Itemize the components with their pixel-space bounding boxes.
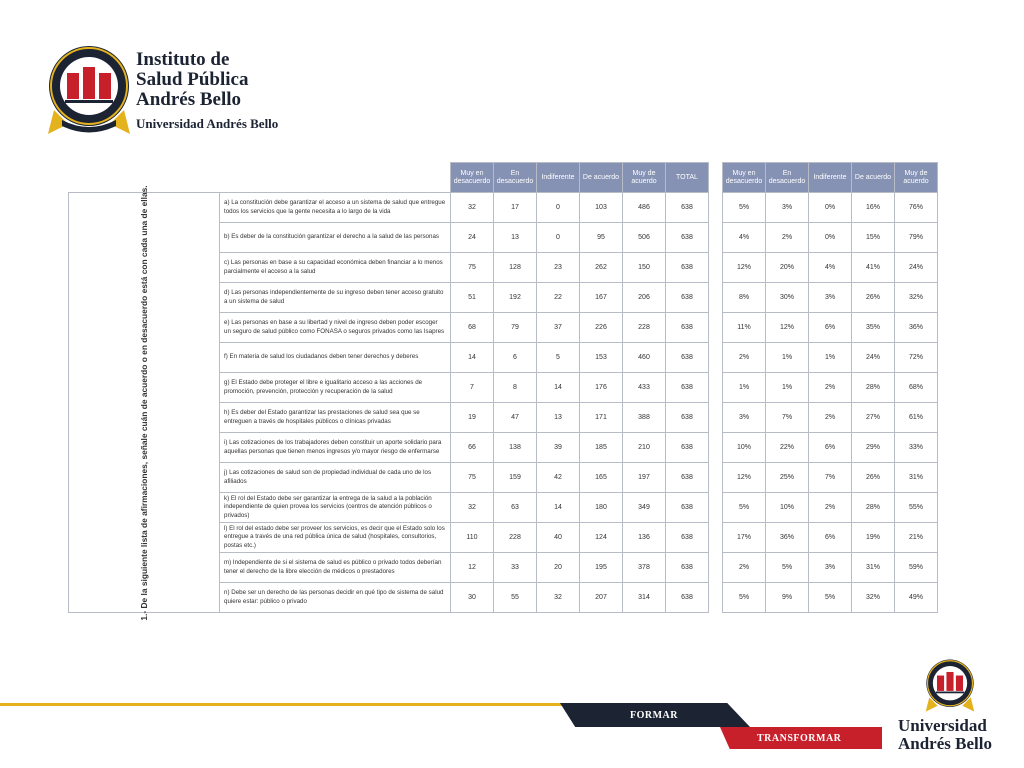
percent-cell: 11% [723,313,766,343]
percent-cell: 76% [895,193,938,223]
count-cell: 206 [623,283,666,313]
percentages-table [722,162,938,613]
percent-cell: 2% [809,373,852,403]
count-cell: 8 [494,373,537,403]
count-cell: 171 [580,403,623,433]
count-cell: 75 [451,463,494,493]
percent-cell: 19% [852,523,895,553]
col-header: TOTAL [666,163,709,193]
count-cell: 638 [666,223,709,253]
count-cell: 110 [451,523,494,553]
count-cell: 192 [494,283,537,313]
count-cell: 506 [623,223,666,253]
count-cell: 638 [666,493,709,523]
table-row [723,283,938,313]
percent-cell: 2% [809,493,852,523]
percent-cell: 16% [852,193,895,223]
percent-cell: 25% [766,463,809,493]
percent-cell: 1% [766,343,809,373]
count-cell: 68 [451,313,494,343]
count-cell: 23 [537,253,580,283]
count-cell: 460 [623,343,666,373]
percent-cell: 7% [766,403,809,433]
count-cell: 176 [580,373,623,403]
percent-cell: 6% [809,523,852,553]
statement-cell: b) Es deber de la constitución garantizar el derecho a la salud de las personas [220,223,451,253]
footer-band-formar-label: FORMAR [630,710,678,721]
count-cell: 30 [451,583,494,613]
statement-cell: g) El Estado debe proteger el libre e igualitario acceso a las acciones de promoción, prevención, protección y recuperación de la salud [220,373,451,403]
percent-cell: 72% [895,343,938,373]
footer-logo-line2: Andrés Bello [898,734,992,753]
percent-cell: 4% [809,253,852,283]
percent-cell: 1% [809,343,852,373]
count-cell: 128 [494,253,537,283]
col-header: Muy en desacuerdo [451,163,494,193]
percent-cell: 0% [809,223,852,253]
count-cell: 6 [494,343,537,373]
table-row [723,193,938,223]
percent-cell: 2% [809,403,852,433]
col-header: Indiferente [537,163,580,193]
percent-cell: 8% [723,283,766,313]
count-cell: 124 [580,523,623,553]
count-cell: 40 [537,523,580,553]
percent-cell: 12% [723,463,766,493]
percent-cell: 4% [723,223,766,253]
percent-cell: 6% [809,433,852,463]
count-cell: 51 [451,283,494,313]
percent-cell: 10% [766,493,809,523]
percent-cell: 32% [852,583,895,613]
col-header: De acuerdo [852,163,895,193]
statement-cell: d) Las personas independientemente de su ingreso deben tener acceso gratuito a un sistema de salud [220,283,451,313]
count-cell: 228 [494,523,537,553]
footer-logo-line1: Universidad [898,716,987,735]
count-cell: 138 [494,433,537,463]
count-cell: 638 [666,313,709,343]
statement-cell: e) Las personas en base a su libertad y nivel de ingreso deben poder escoger un seguro de salud público como FONASA o seguros privados como las Isapres [220,313,451,343]
percent-cell: 59% [895,553,938,583]
count-cell: 75 [451,253,494,283]
statement-cell: l) El rol del estado debe ser proveer los servicios, es decir que el Estado solo los entregue a través de una red pública única de salud (hospitales, consultorios, postas etc.) [220,523,451,553]
logo-title-line1: Instituto de [136,49,230,70]
percent-cell: 5% [809,583,852,613]
statement-cell: c) Las personas en base a su capacidad económica deben financiar a lo menos parcialmente el acceso a la salud [220,253,451,283]
table-row [723,403,938,433]
percent-cell: 5% [723,493,766,523]
count-cell: 33 [494,553,537,583]
table-row [723,523,938,553]
percent-cell: 29% [852,433,895,463]
percent-cell: 2% [766,223,809,253]
count-cell: 66 [451,433,494,463]
footer-university-logo [898,656,1008,756]
col-header: Muy de acuerdo [895,163,938,193]
count-cell: 14 [537,493,580,523]
percent-cell: 5% [723,193,766,223]
table-row [723,223,938,253]
count-cell: 42 [537,463,580,493]
table-row [723,583,938,613]
col-header: En desacuerdo [494,163,537,193]
count-cell: 14 [451,343,494,373]
percent-cell: 31% [895,463,938,493]
count-cell: 228 [623,313,666,343]
institute-logo [48,40,348,140]
percent-cell: 22% [766,433,809,463]
count-cell: 55 [494,583,537,613]
count-cell: 638 [666,403,709,433]
statement-cell: k) El rol del Estado debe ser garantizar la entrega de la salud a la población independiente de quien provea los servicios (centros de atención públicos o privados) [220,493,451,523]
university-seal-icon [48,40,130,138]
percent-cell: 32% [895,283,938,313]
count-cell: 13 [494,223,537,253]
statement-cell: j) Las cotizaciones de salud son de propiedad individual de cada uno de los afiliados [220,463,451,493]
percent-cell: 1% [766,373,809,403]
percent-cell: 6% [809,313,852,343]
count-cell: 388 [623,403,666,433]
count-cell: 165 [580,463,623,493]
percent-cell: 28% [852,493,895,523]
count-cell: 103 [580,193,623,223]
count-cell: 486 [623,193,666,223]
table-row [723,253,938,283]
percent-cell: 3% [809,553,852,583]
col-header: Indiferente [809,163,852,193]
count-cell: 638 [666,583,709,613]
count-cell: 5 [537,343,580,373]
percent-cell: 15% [852,223,895,253]
count-cell: 22 [537,283,580,313]
percent-cell: 36% [895,313,938,343]
count-cell: 378 [623,553,666,583]
col-header: Muy en desacuerdo [723,163,766,193]
statement-cell: h) Es deber del Estado garantizar las prestaciones de salud sea que se entreguen a través de hospitales públicos o clínicas privadas [220,403,451,433]
percent-cell: 3% [766,193,809,223]
logo-title-line2: Salud Pública [136,69,249,90]
count-cell: 63 [494,493,537,523]
count-cell: 638 [666,523,709,553]
count-cell: 638 [666,553,709,583]
question-text: 1.- De la siguiente lista de afirmaciones, señale cuán de acuerdo o en desacuerdo está con cada una de ellas. [139,184,149,621]
percent-cell: 26% [852,283,895,313]
percent-cell: 9% [766,583,809,613]
percent-cell: 61% [895,403,938,433]
count-cell: 180 [580,493,623,523]
statement-cell: a) La constitución debe garantizar el acceso a un sistema de salud que entregue todos los servicios que la gente necesita a lo largo de la vida [220,193,451,223]
percent-cell: 49% [895,583,938,613]
count-cell: 167 [580,283,623,313]
percent-cell: 27% [852,403,895,433]
count-cell: 153 [580,343,623,373]
percent-cell: 3% [723,403,766,433]
table-row [69,193,709,223]
count-cell: 39 [537,433,580,463]
count-cell: 32 [451,193,494,223]
count-cell: 32 [451,493,494,523]
count-cell: 14 [537,373,580,403]
count-cell: 37 [537,313,580,343]
count-cell: 0 [537,223,580,253]
col-header: Muy de acuerdo [623,163,666,193]
percent-cell: 31% [852,553,895,583]
count-cell: 262 [580,253,623,283]
counts-table [68,162,709,621]
percent-cell: 30% [766,283,809,313]
count-cell: 13 [537,403,580,433]
count-cell: 136 [623,523,666,553]
percent-cell: 24% [852,343,895,373]
percent-cell: 35% [852,313,895,343]
percent-cell: 3% [809,283,852,313]
logo-subtitle: Universidad Andrés Bello [136,116,279,131]
count-cell: 32 [537,583,580,613]
percent-cell: 5% [723,583,766,613]
logo-title-line3: Andrés Bello [136,89,242,110]
percent-cell: 68% [895,373,938,403]
percent-cell: 79% [895,223,938,253]
percent-cell: 2% [723,553,766,583]
question-cell [69,184,220,621]
statement-cell: n) Debe ser un derecho de las personas decidir en qué tipo de sistema de salud quiere estar: público o privado [220,583,451,613]
col-header: De acuerdo [580,163,623,193]
percent-cell: 7% [809,463,852,493]
count-cell: 638 [666,433,709,463]
percent-cell: 41% [852,253,895,283]
count-cell: 19 [451,403,494,433]
count-cell: 638 [666,193,709,223]
count-cell: 24 [451,223,494,253]
count-cell: 197 [623,463,666,493]
percent-cell: 10% [723,433,766,463]
count-cell: 314 [623,583,666,613]
percent-cell: 12% [723,253,766,283]
statement-cell: i) Las cotizaciones de los trabajadores deben constituir un aporte solidario para aquellas personas que tienen menos ingresos y/o mayor riesgo de enfermarse [220,433,451,463]
count-cell: 95 [580,223,623,253]
count-cell: 349 [623,493,666,523]
count-cell: 0 [537,193,580,223]
percent-cell: 26% [852,463,895,493]
count-cell: 638 [666,373,709,403]
count-cell: 210 [623,433,666,463]
statement-cell: f) En materia de salud los ciudadanos deben tener derechos y deberes [220,343,451,373]
count-cell: 638 [666,283,709,313]
count-cell: 185 [580,433,623,463]
table-row [723,433,938,463]
count-cell: 638 [666,253,709,283]
percent-cell: 5% [766,553,809,583]
percent-cell: 1% [723,373,766,403]
table-row [723,373,938,403]
count-cell: 17 [494,193,537,223]
count-cell: 638 [666,463,709,493]
count-cell: 150 [623,253,666,283]
statement-cell: m) Independiente de si el sistema de salud es público o privado todos deberían tener el derecho de la libre elección de médicos o prestadores [220,553,451,583]
percent-cell: 0% [809,193,852,223]
count-cell: 47 [494,403,537,433]
col-header: En desacuerdo [766,163,809,193]
percent-cell: 55% [895,493,938,523]
count-cell: 195 [580,553,623,583]
count-cell: 207 [580,583,623,613]
table-row [723,343,938,373]
table-row [723,553,938,583]
percent-cell: 28% [852,373,895,403]
percent-cell: 2% [723,343,766,373]
percent-cell: 36% [766,523,809,553]
percent-cell: 33% [895,433,938,463]
table-row [723,493,938,523]
table-row [723,463,938,493]
count-cell: 638 [666,343,709,373]
count-cell: 159 [494,463,537,493]
count-cell: 433 [623,373,666,403]
count-cell: 226 [580,313,623,343]
count-cell: 7 [451,373,494,403]
percent-cell: 21% [895,523,938,553]
percent-cell: 12% [766,313,809,343]
percent-cell: 20% [766,253,809,283]
footer-band-transformar-label: TRANSFORMAR [757,733,842,744]
count-cell: 12 [451,553,494,583]
percent-cell: 24% [895,253,938,283]
percent-cell: 17% [723,523,766,553]
university-seal-icon [922,656,978,714]
table-row [723,313,938,343]
count-cell: 79 [494,313,537,343]
count-cell: 20 [537,553,580,583]
